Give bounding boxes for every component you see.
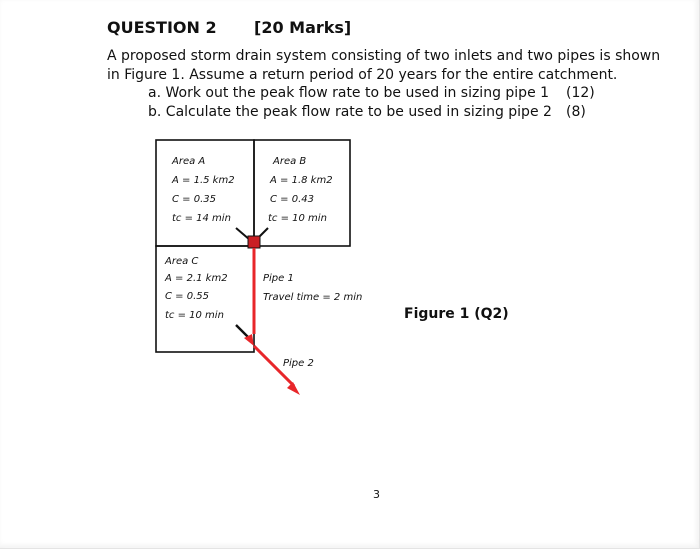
area-c-area: A = 2.1 km2: [165, 273, 228, 284]
area-b-area: A = 1.8 km2: [270, 175, 333, 186]
figure-caption: Figure 1 (Q2): [404, 306, 509, 322]
area-a-area: A = 1.5 km2: [172, 175, 235, 186]
task-a-points: (12): [566, 85, 595, 101]
question-marks: [20 Marks]: [254, 18, 352, 37]
pipe-2-arrow-head: [287, 382, 300, 395]
inlet-2-arrow-line: [236, 325, 249, 338]
area-c-name: Area C: [165, 256, 199, 267]
area-b-name: Area B: [273, 156, 307, 167]
task-a-text: a. Work out the peak flow rate to be used in sizing pipe 1: [148, 85, 550, 101]
area-a-tc: tc = 14 min: [172, 213, 231, 224]
pipe-1-travel-time: Travel time = 2 min: [263, 292, 363, 303]
page-number: 3: [373, 488, 380, 501]
pipe-2-label: Pipe 2: [283, 358, 314, 369]
area-b-c: C = 0.43: [270, 194, 314, 205]
task-b-text: b. Calculate the peak flow rate to be used in sizing pipe 2: [148, 104, 552, 120]
inlet-1-node: [248, 236, 260, 248]
task-b-points: (8): [566, 104, 586, 120]
question-title: QUESTION 2: [107, 18, 217, 37]
pipe-1-label: Pipe 1: [263, 273, 294, 284]
question-intro: A proposed storm drain system consisting of two inlets and two pipes is shown in Figure 1. Assume a return period of 20 years for the entire catchment.: [107, 48, 661, 83]
area-a-name: Area A: [172, 156, 206, 167]
area-b-tc: tc = 10 min: [268, 213, 327, 224]
area-c-c: C = 0.55: [165, 291, 209, 302]
area-c-tc: tc = 10 min: [165, 310, 224, 321]
area-a-c: C = 0.35: [172, 194, 216, 205]
